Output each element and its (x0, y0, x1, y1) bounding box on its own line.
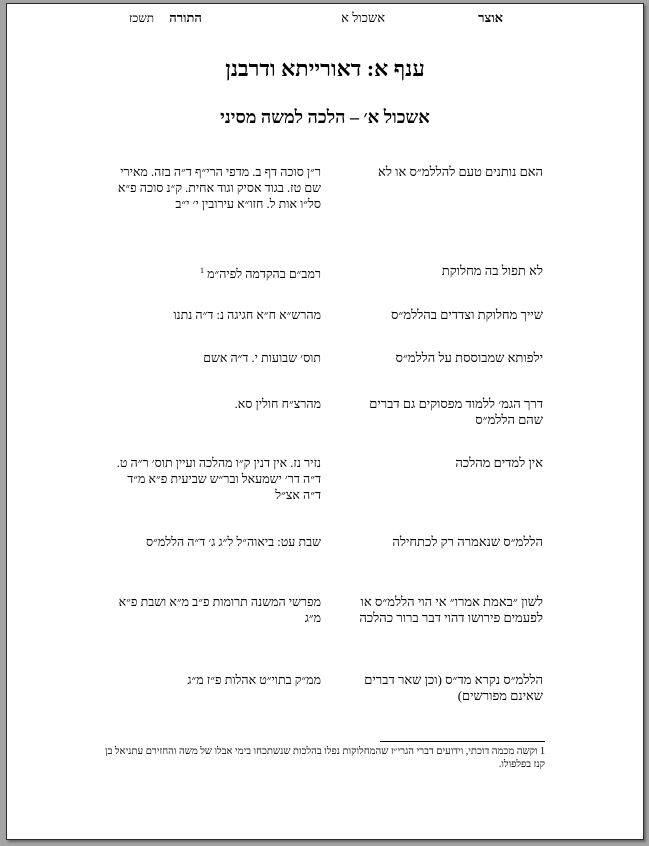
row-topic: הללמ״ס שנאמרה רק לכתחילה (392, 534, 543, 549)
footnote-divider (380, 741, 545, 742)
row-source: תוס׳ שבועות י. ד״ה אשם (203, 351, 321, 365)
row-topic: האם נותנים טעם להללמ״ס או לא (378, 164, 543, 179)
section-title: ענף א: דאורייתא ודרבנן (225, 56, 425, 81)
row-source (111, 263, 321, 282)
document-page (6, 3, 644, 840)
running-header-torah (117, 10, 202, 26)
footnote (105, 745, 545, 771)
row-topic: הללמ״ס נקרא מד״ס (וכן שאר דברים שאינם מפורשים) (364, 672, 543, 703)
row-topic: לא תפול בה מחלוקת (441, 263, 543, 278)
row-topic: אין למדים מהלכה (455, 455, 543, 470)
row-source: מהרש״א ח״א חגיגה נ: ד״ה נתנו (173, 308, 321, 322)
row-source: נזיר נז. אין דנין ק״ו מהלכה ועיין תוס׳ ר״ה ט. ד״ה דר׳ ישמעאל ובר״ש שביעית פ״א מ״ד ד״ה אצ״ל (116, 456, 321, 502)
row-source: שבת עט: ביאוה״ל ל״ג ג׳ ד״ה הללמ״ס (146, 535, 321, 549)
row-topic: שייך מחלוקת וצדדים בהללמ״ס (391, 307, 543, 322)
row-source-text: רמב״ם בהקדמה לפיה״מ (207, 267, 321, 282)
running-header-otzar: אוצר (478, 10, 503, 25)
row-source: מפרשי המשנה תרומות פ״ב מ״א ושבת פ״א מ״ג (118, 595, 321, 625)
header-torah-word: התורה (169, 10, 202, 25)
footnote-number: 1 (540, 746, 545, 757)
footnote-text: וקשה מכמה דוכתי, וידועים דברי הגרי״ז שהמחלוקות נפלו בהלכות שנשתכחו בימי אבלו של משה והחזירם עתניאל בן קנז בפלפולו. (105, 746, 545, 770)
row-topic: דרך הגמ׳ ללמוד מפסוקים גם דברים שהם הללמ״ס (369, 396, 543, 427)
row-topic: ילפותא שמבוססת על הללמ״ס (395, 350, 543, 365)
row-topic: לשון ״באמת אמרו״ אי הוי הללמ״ס או לפעמים פירושו דהוי דבר ברור כהלכה (359, 594, 543, 625)
running-header-eshkol: אשכול א (341, 10, 385, 25)
subsection-title: אשכול א׳ – הלכה למשה מסיני (220, 107, 430, 127)
footnote-ref[interactable]: 1 (199, 266, 204, 275)
row-source: מהרצ״ח חולין סא. (234, 397, 321, 411)
row-source: ר״ן סוכה דף ב. מדפי הרי״ף ד״ה בזה. מאירי שם טז. בגוד אסיק וגוד אחית. ק״נ סוכה פ״א סל״ו אות ל. חזו״א עירובין י׳ י״ב (117, 165, 321, 211)
header-year: תשכז (129, 11, 155, 25)
row-source: ממ״ק בתוי״ט אהלות פ״ז מ״ג (187, 673, 321, 687)
